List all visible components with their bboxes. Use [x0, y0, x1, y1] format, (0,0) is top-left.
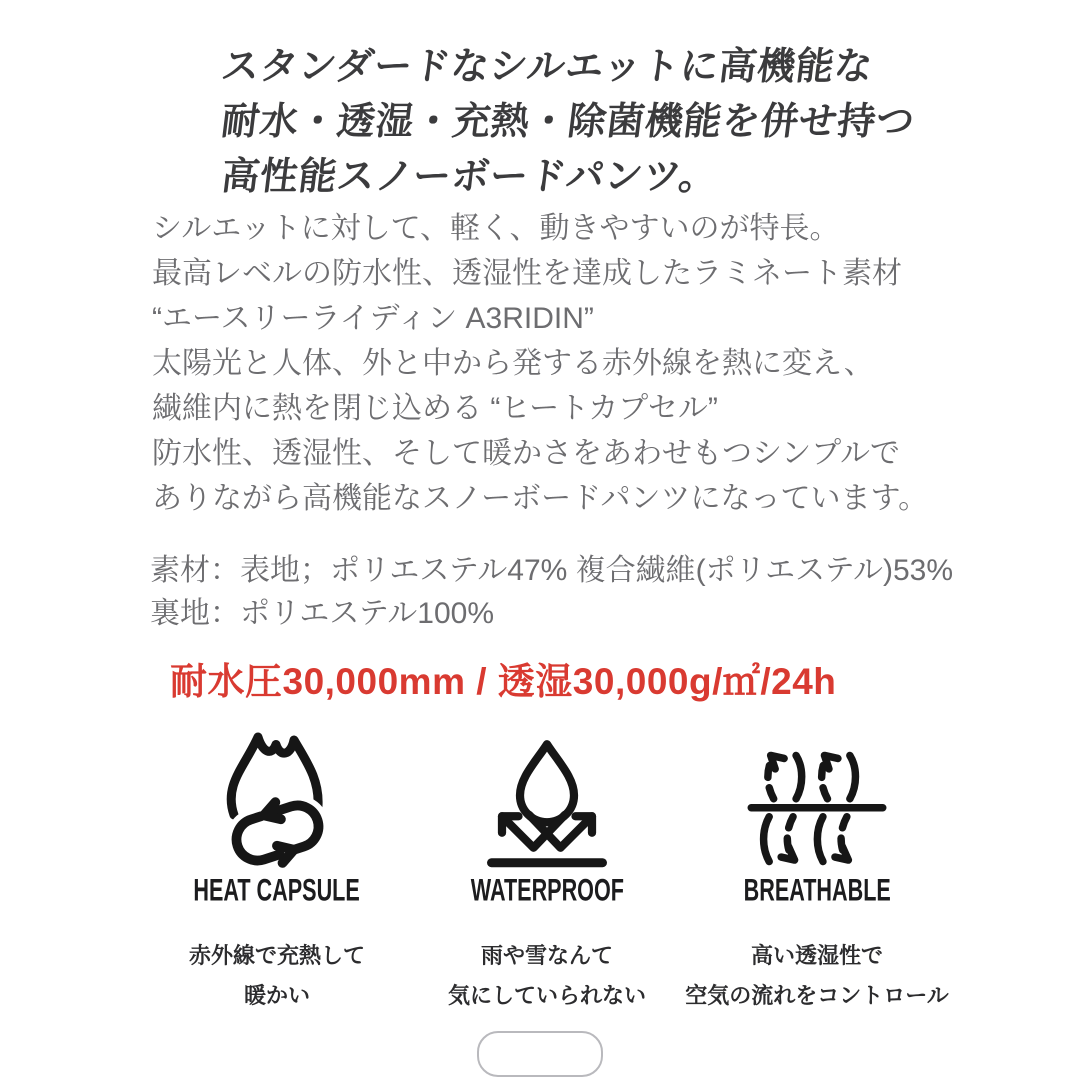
- waterproof-icon: [472, 738, 622, 872]
- feature-label-heat-capsule: HEAT CAPSULE: [193, 873, 361, 908]
- breathable-icon-box: [742, 724, 892, 872]
- description-line: 太陽光と人体、外と中から発する赤外線を熱に変え、: [152, 347, 874, 380]
- feature-caption-breathable: [685, 936, 949, 1016]
- product-headline: [218, 40, 918, 205]
- headline-line: 耐水・透湿・充熱・除菌機能を併せ持つ: [218, 101, 918, 143]
- caption-line: 気にしていられない: [447, 983, 646, 1008]
- caption-line: 赤外線で充熱して: [188, 943, 365, 968]
- material-line: 素材：表地；ポリエステル47% 複合繊維(ポリエステル)53%: [150, 554, 954, 587]
- description-line: 最高レベルの防水性、透湿性を達成したラミネート素材: [152, 257, 902, 290]
- headline-line: 高性能スノーボードパンツ。: [218, 156, 720, 198]
- caption-line: 高い透湿性で: [750, 943, 883, 968]
- material-line: 裏地：ポリエステル100%: [150, 597, 495, 630]
- material-info: [150, 549, 953, 635]
- breathable-icon: [742, 745, 892, 872]
- feature-label-breathable: BREATHABLE: [743, 873, 891, 908]
- heat-capsule-icon-box: [195, 724, 360, 872]
- headline-line: スタンダードなシルエットに高機能な: [218, 46, 876, 88]
- description-line: 防水性、透湿性、そして暖かさをあわせもつシンプルで: [152, 437, 901, 470]
- caption-line: 暖かい: [243, 983, 310, 1008]
- see-more-button[interactable]: [477, 1031, 603, 1077]
- feature-waterproof: [412, 724, 682, 1016]
- waterproof-icon-box: [472, 724, 622, 872]
- feature-caption-waterproof: [448, 936, 646, 1016]
- spec-highlight: 耐水圧30,000mm / 透湿30,000g/㎡/24h: [170, 661, 837, 702]
- caption-line: 雨や雪なんて: [480, 943, 613, 968]
- feature-breathable: [682, 724, 952, 1016]
- heat-capsule-icon: [195, 728, 360, 872]
- description-line: 繊維内に熱を閉じ込める “ヒートカプセル”: [152, 392, 718, 425]
- caption-line: 空気の流れをコントロール: [685, 983, 949, 1008]
- feature-label-waterproof: WATERPROOF: [470, 873, 624, 908]
- description-line: シルエットに対して、軽く、動きやすいのが特長。: [152, 212, 840, 245]
- description-line: “エースリーライディン A3RIDIN”: [152, 302, 594, 335]
- feature-heat-capsule: [142, 724, 412, 1016]
- feature-caption-heat-capsule: [189, 936, 365, 1016]
- product-description: [152, 206, 928, 521]
- description-line: ありながら高機能なスノーボードパンツになっています。: [152, 482, 929, 515]
- feature-icons-row: [142, 724, 952, 1016]
